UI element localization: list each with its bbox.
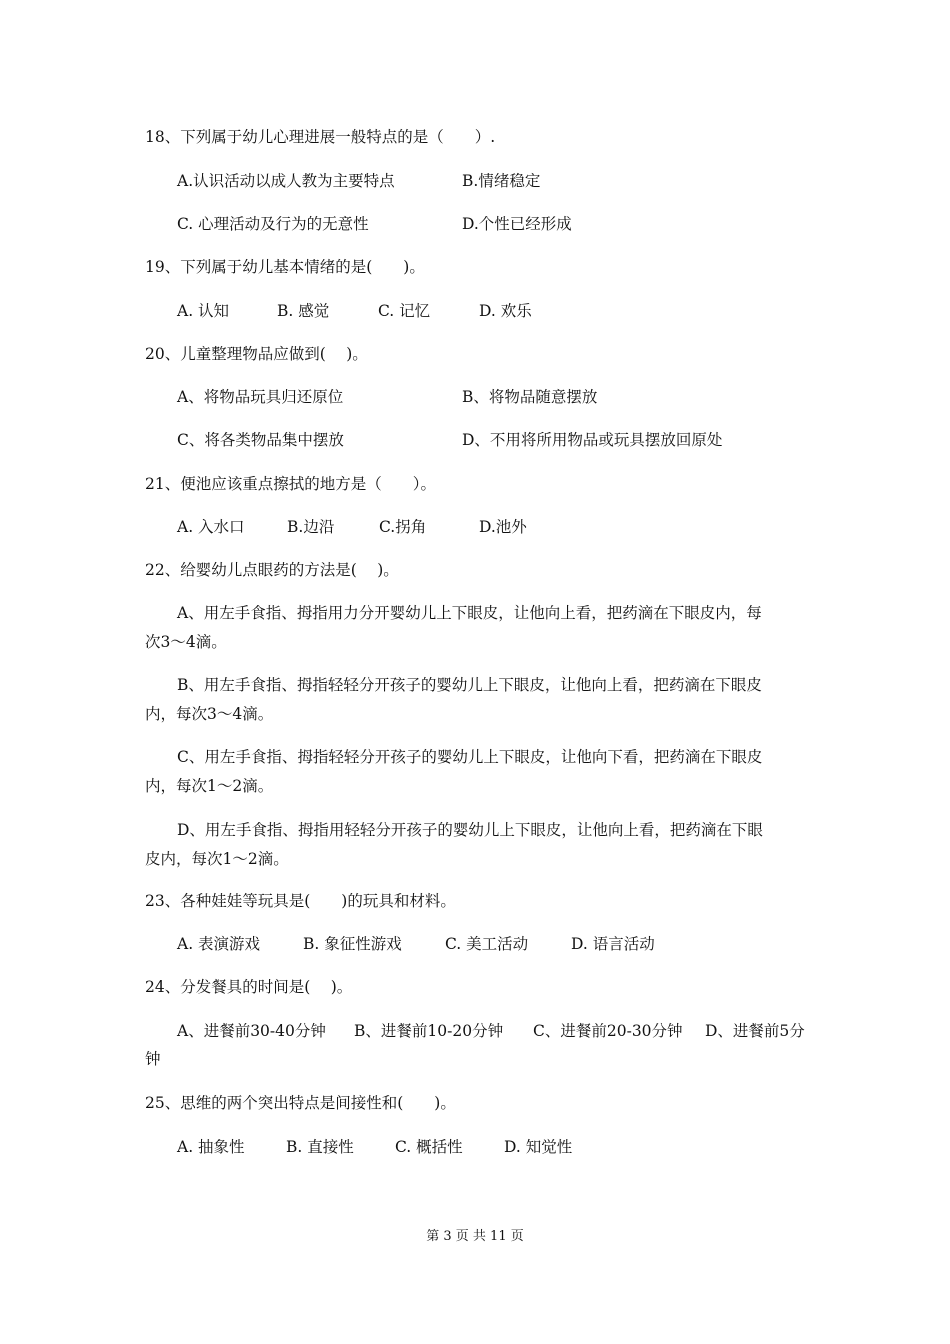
question-21-option-a: A. 入水口 <box>177 518 245 536</box>
question-24-option-d-continuation: 钟 <box>145 1050 161 1068</box>
question-24-option-c: C、进餐前20-30分钟 <box>533 1022 683 1040</box>
question-18-stem: 18、下列属于幼儿心理进展一般特点的是（ ）. <box>145 128 496 146</box>
question-21-option-b: B.边沿 <box>287 518 335 536</box>
question-22-option-d-line1: D、用左手食指、拇指用轻轻分开孩子的婴幼儿上下眼皮，让他向上看，把药滴在下眼 <box>177 821 763 839</box>
question-25-stem: 25、思维的两个突出特点是间接性和( )。 <box>145 1094 456 1112</box>
question-24-option-a: A、进餐前30-40分钟 <box>177 1022 326 1040</box>
question-18-option-a: A.认识活动以成人教为主要特点 <box>177 172 395 190</box>
question-19-stem: 19、下列属于幼儿基本情绪的是( )。 <box>145 258 425 276</box>
question-22-stem: 22、给婴幼儿点眼药的方法是( )。 <box>145 561 399 579</box>
question-19-option-b: B. 感觉 <box>277 302 330 320</box>
question-22-option-c-line1: C、用左手食指、拇指轻轻分开孩子的婴幼儿上下眼皮，让他向下看，把药滴在下眼皮 <box>177 748 763 766</box>
question-22-option-d-line2: 皮内，每次1～2滴。 <box>145 850 289 868</box>
question-18-option-c: C. 心理活动及行为的无意性 <box>177 215 369 233</box>
question-24-stem: 24、分发餐具的时间是( )。 <box>145 978 353 996</box>
question-18-option-d: D.个性已经形成 <box>462 215 572 233</box>
question-25-option-d: D. 知觉性 <box>504 1138 573 1156</box>
question-23-stem: 23、各种娃娃等玩具是( )的玩具和材料。 <box>145 892 456 910</box>
question-22-option-b-line1: B、用左手食指、拇指轻轻分开孩子的婴幼儿上下眼皮，让他向上看，把药滴在下眼皮 <box>177 676 762 694</box>
question-19-option-d: D. 欢乐 <box>479 302 532 320</box>
question-20-option-b: B、将物品随意摆放 <box>462 388 598 406</box>
question-19-option-c: C. 记忆 <box>378 302 431 320</box>
page-footer: 第 3 页 共 11 页 <box>426 1229 524 1244</box>
question-23-option-a: A. 表演游戏 <box>177 935 261 953</box>
question-25-option-b: B. 直接性 <box>286 1138 354 1156</box>
question-22-option-c-line2: 内，每次1～2滴。 <box>145 777 274 795</box>
question-22-option-a-line1: A、用左手食指、拇指用力分开婴幼儿上下眼皮，让他向上看，把药滴在下眼皮内，每 <box>177 604 762 622</box>
question-23-option-d: D. 语言活动 <box>571 935 655 953</box>
question-23-option-b: B. 象征性游戏 <box>303 935 402 953</box>
question-20-option-c: C、将各类物品集中摆放 <box>177 431 344 449</box>
question-20-stem: 20、儿童整理物品应做到( )。 <box>145 345 368 363</box>
question-23-option-c: C. 美工活动 <box>445 935 529 953</box>
question-22-option-a-line2: 次3～4滴。 <box>145 633 227 651</box>
question-20-option-a: A、将物品玩具归还原位 <box>177 388 344 406</box>
question-21-option-c: C.拐角 <box>379 518 427 536</box>
question-25-option-a: A. 抽象性 <box>177 1138 245 1156</box>
question-21-option-d: D.池外 <box>479 518 527 536</box>
question-24-option-d: D、进餐前5分 <box>705 1022 805 1040</box>
question-21-stem: 21、便池应该重点擦拭的地方是（ ）。 <box>145 475 436 493</box>
question-20-option-d: D、不用将所用物品或玩具摆放回原处 <box>462 431 723 449</box>
question-19-option-a: A. 认知 <box>177 302 230 320</box>
question-25-option-c: C. 概括性 <box>395 1138 463 1156</box>
question-22-option-b-line2: 内，每次3～4滴。 <box>145 705 274 723</box>
question-24-option-b: B、进餐前10-20分钟 <box>354 1022 504 1040</box>
question-18-option-b: B.情绪稳定 <box>462 172 541 190</box>
